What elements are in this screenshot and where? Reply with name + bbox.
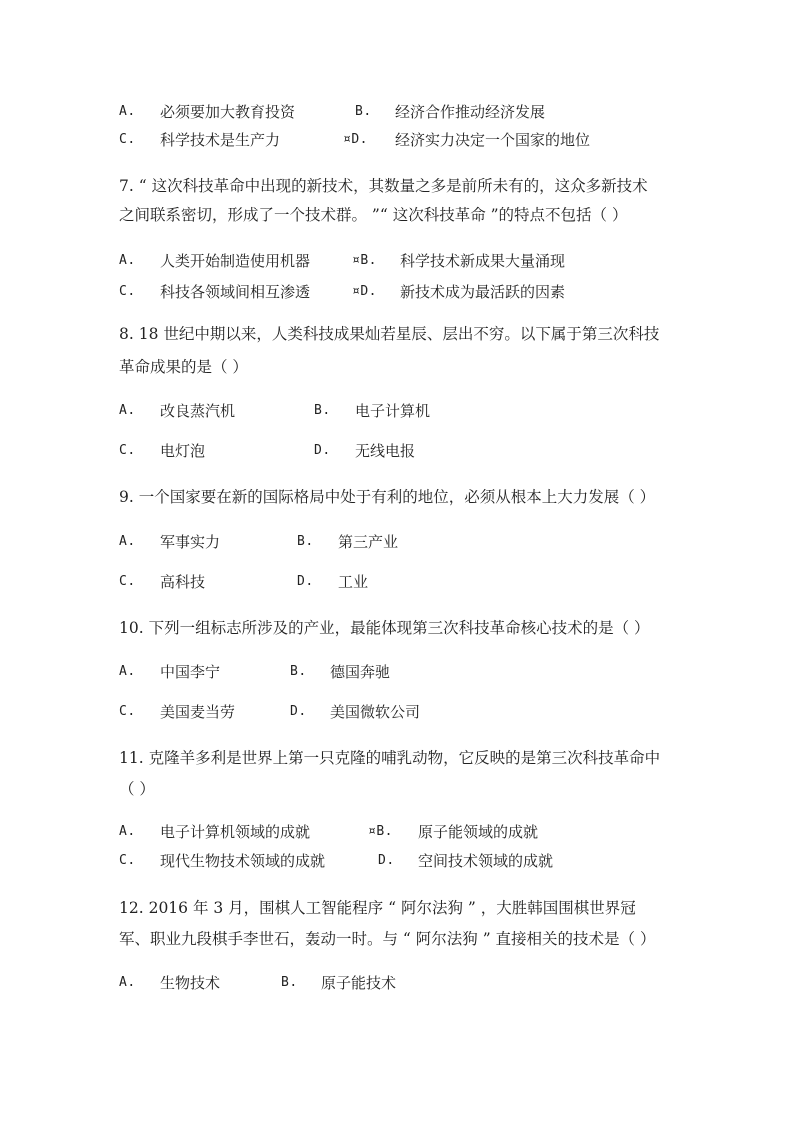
q9-option-a-text: 军事实力 (160, 533, 221, 551)
q11-option-a-text: 电子计算机领域的成就 (160, 823, 311, 841)
q6-option-row-ab (0, 100, 794, 124)
q6-option-row-cd (0, 128, 794, 152)
q12-option-b-letter: B. (281, 975, 298, 990)
q7-option-row-ab (0, 249, 794, 273)
q12-option-row-ab (0, 971, 794, 995)
q6-option-a-letter: A. (119, 104, 136, 119)
q8-option-row-ab (0, 399, 794, 423)
q7-stem-line-1: 7. “ 这次科技革命中出现的新技术，其数量之多是前所未有的，这众多新技术 (119, 177, 648, 195)
q11-option-row-cd (0, 849, 794, 873)
q10-option-c-text: 美国麦当劳 (160, 703, 236, 721)
q9-option-row-ab (0, 530, 794, 554)
q11-stem-line-1: 11. 克隆羊多利是世界上第一只克隆的哺乳动物，它反映的是第三次科技革命中 (119, 749, 661, 767)
q10-option-b-text: 德国奔驰 (330, 663, 391, 681)
q11-stem-line-2: （ ） (119, 780, 155, 798)
q8-stem-line-1: 8. 18 世纪中期以来，人类科技成果灿若星辰、层出不穷。以下属于第三次科技 (119, 325, 660, 343)
q6-option-d-text: 经济实力决定一个国家的地位 (395, 131, 591, 149)
q7-option-row-cd (0, 280, 794, 304)
q11-option-row-ab (0, 820, 794, 844)
q7-option-c-text: 科技各领域间相互渗透 (160, 283, 311, 301)
q7-option-b-letter: ¤B. (352, 253, 377, 268)
q8-option-a-letter: A. (119, 403, 136, 418)
q7-option-d-text: 新技术成为最活跃的因素 (400, 283, 566, 301)
q9-option-b-text: 第三产业 (338, 533, 399, 551)
q10-option-a-text: 中国李宁 (160, 663, 221, 681)
q7-option-c-letter: C. (119, 284, 136, 299)
q6-option-b-letter: B. (355, 104, 372, 119)
q6-option-c-text: 科学技术是生产力 (160, 131, 281, 149)
q12-option-a-letter: A. (119, 975, 136, 990)
q7-option-d-letter: ¤D. (352, 284, 377, 299)
q10-option-d-letter: D. (290, 704, 307, 719)
q8-option-c-text: 电灯泡 (160, 442, 206, 460)
q12-option-a-text: 生物技术 (160, 974, 221, 992)
q12-stem-line-1: 12. 2016 年 3 月，围棋人工智能程序 “ 阿尔法狗 ” ，大胜韩国围棋世界冠 (119, 899, 636, 917)
q11-option-c-letter: C. (119, 853, 136, 868)
q8-option-b-text: 电子计算机 (355, 402, 431, 420)
q7-option-a-text: 人类开始制造使用机器 (160, 252, 311, 270)
q8-option-d-letter: D. (314, 443, 331, 458)
q10-option-b-letter: B. (290, 664, 307, 679)
q6-option-d-letter: ¤D. (343, 132, 368, 147)
q11-option-a-letter: A. (119, 824, 136, 839)
q10-option-c-letter: C. (119, 704, 136, 719)
q6-option-c-letter: C. (119, 132, 136, 147)
q9-option-c-letter: C. (119, 574, 136, 589)
q7-option-a-letter: A. (119, 253, 136, 268)
q6-option-b-text: 经济合作推动经济发展 (395, 103, 546, 121)
q11-option-b-text: 原子能领域的成就 (418, 823, 539, 841)
q11-option-b-letter: ¤B. (368, 824, 393, 839)
q6-option-a-text: 必须要加大教育投资 (160, 103, 296, 121)
q11-option-d-text: 空间技术领域的成就 (418, 852, 554, 870)
q8-option-a-text: 改良蒸汽机 (160, 402, 236, 420)
q9-option-d-text: 工业 (338, 573, 369, 591)
q7-option-b-text: 科学技术新成果大量涌现 (400, 252, 566, 270)
q10-option-row-ab (0, 660, 794, 684)
q8-option-row-cd (0, 439, 794, 463)
q11-option-c-text: 现代生物技术领域的成就 (160, 852, 326, 870)
q9-option-c-text: 高科技 (160, 573, 206, 591)
q9-option-d-letter: D. (297, 574, 314, 589)
q10-option-row-cd (0, 700, 794, 724)
q12-option-b-text: 原子能技术 (321, 974, 397, 992)
q7-stem-line-2: 之间联系密切，形成了一个技术群。 ”“ 这次科技革命 ”的特点不包括（ ） (119, 206, 628, 224)
q9-stem-line-1: 9. 一个国家要在新的国际格局中处于有利的地位，必须从根本上大力发展（ ） (119, 488, 656, 506)
q11-option-d-letter: D. (378, 853, 395, 868)
q9-option-row-cd (0, 570, 794, 594)
q9-option-a-letter: A. (119, 534, 136, 549)
q10-option-a-letter: A. (119, 664, 136, 679)
q8-option-d-text: 无线电报 (355, 442, 416, 460)
q8-option-b-letter: B. (314, 403, 331, 418)
q8-option-c-letter: C. (119, 443, 136, 458)
q10-stem-line-1: 10. 下列一组标志所涉及的产业，最能体现第三次科技革命核心技术的是（ ） (119, 619, 650, 637)
q8-stem-line-2: 革命成果的是（ ） (119, 358, 248, 376)
q10-option-d-text: 美国微软公司 (330, 703, 421, 721)
q12-stem-line-2: 军、职业九段棋手李世石，轰动一时。与 “ 阿尔法狗 ” 直接相关的技术是（ ） (119, 930, 656, 948)
q9-option-b-letter: B. (297, 534, 314, 549)
